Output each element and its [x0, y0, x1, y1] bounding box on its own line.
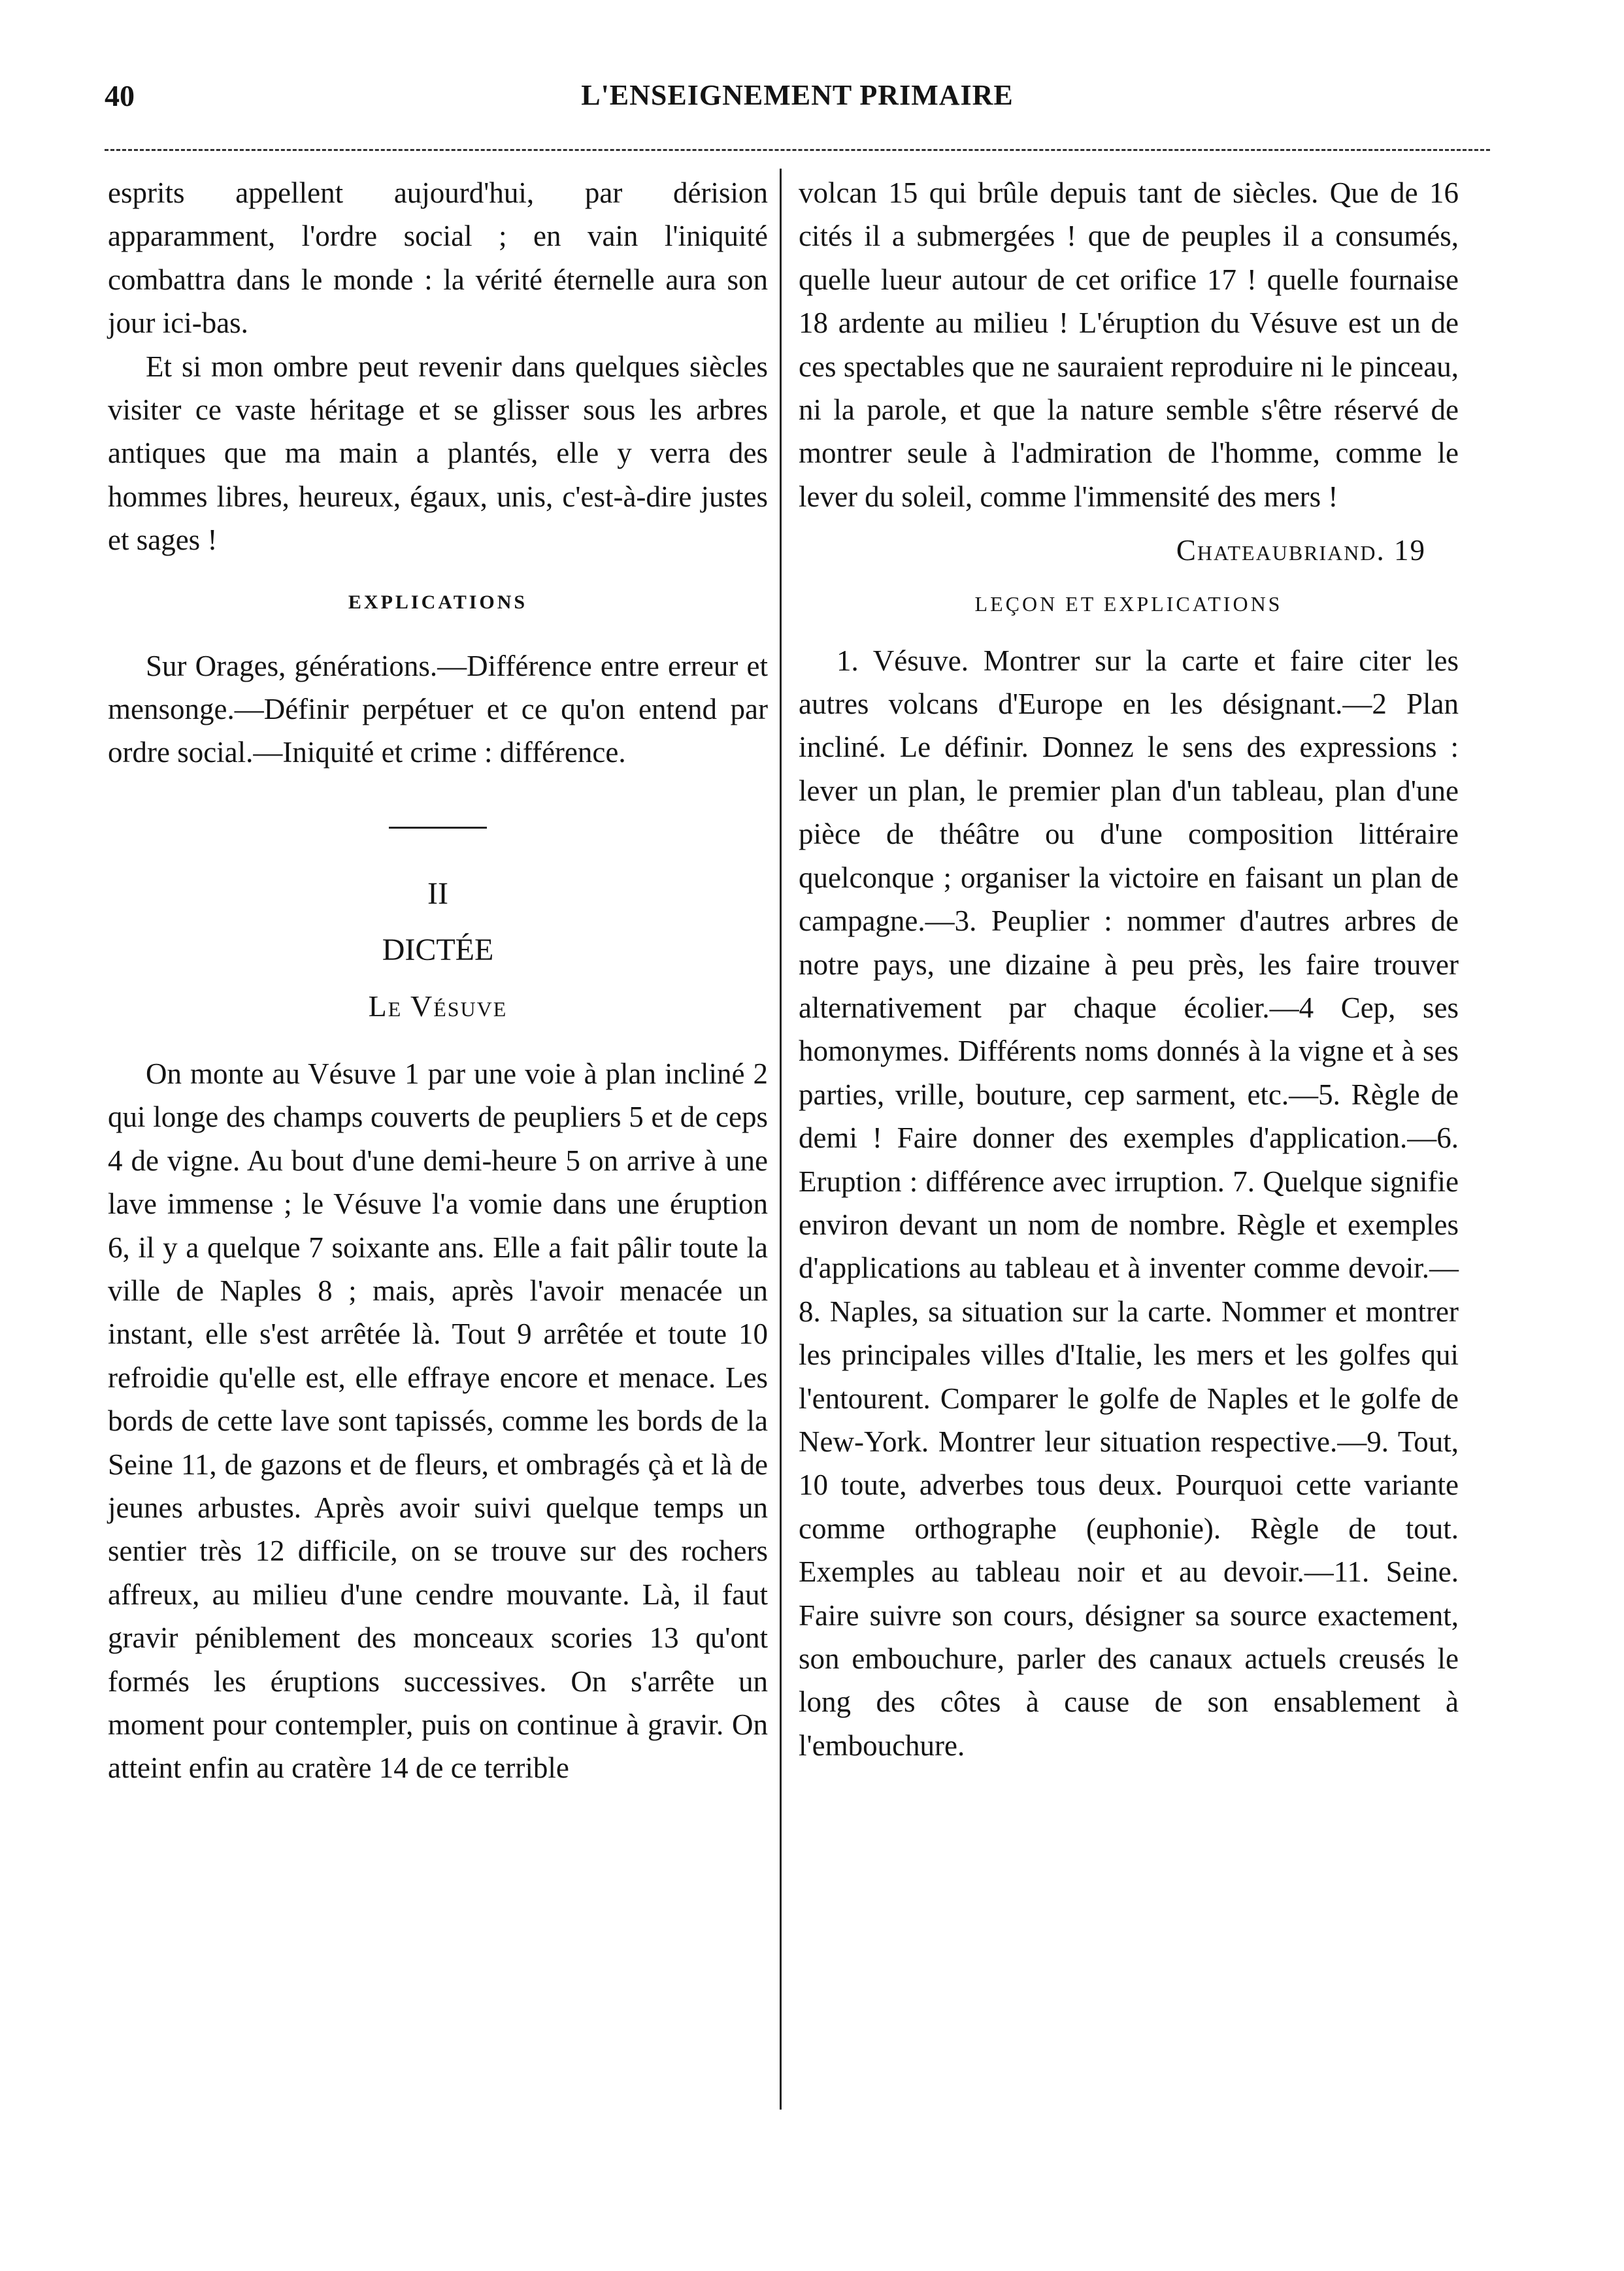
section-numeral: II — [427, 876, 448, 911]
left-paragraph-1: esprits appellent aujourd'hui, par dérision apparamment, l'ordre social ; en vain l'iniquité combattra dans le monde : la vérité éternelle aura son jour ici-bas. — [108, 176, 768, 340]
left-paragraph-2: Et si mon ombre peut revenir dans quelques siècles visiter ce vaste héritage et se glisser sous les arbres antiques que ma main a plantés, elle y verra des hommes libres, heureux, égaux, unis, c'est-à-dire justes et sages ! — [108, 350, 768, 557]
header-rule — [105, 149, 1490, 151]
page-header — [105, 78, 1490, 124]
column-divider — [780, 169, 782, 2110]
dictee-text: On monte au Vésuve 1 par une voie à plan incliné 2 qui longe des champs couverts de peupliers 5 et de ceps 4 de vigne. Au bout d'une demi-heure 5 on arrive à une lave immense ; le Vésuve l'a vomie dans une éruption 6, il y a quelque 7 soixante ans. Elle a fait pâlir toute la ville de Naples 8 ; mais, après l'avoir menacée un instant, elle s'est arrêtée là. Tout 9 arrêtée et toute 10 refroidie qu'elle est, elle effraye encore et menace. Les bords de cette lave sont tapissés, comme les bords de la Seine 11, de gazons et de fleurs, et ombragés çà et là de jeunes arbustes. Après avoir suivi quelque temps un sentier très 12 difficile, on se trouve sur des rochers affreux, au milieu d'une cendre mouvante. Là, il faut gravir péniblement des monceaux scories 13 qu'ont formés les éruptions successives. On s'arrête un moment pour contempler, puis on continue à gravir. On atteint enfin au cratère 14 de ce terrible — [108, 1057, 768, 1785]
explications-heading: EXPLICATIONS — [348, 591, 528, 613]
section-separator — [389, 827, 487, 829]
right-paragraph-1: volcan 15 qui brûle depuis tant de siècles. Que de 16 cités il a submergées ! que de peuples il a consumés, quelle lueur autour de cet orifice 17 ! quelle fournaise 18 ardente au milieu ! L'éruption du Vésuve est un de ces spectables que ne sauraient reproduire ni le pinceau, ni la parole, et que la nature semble s'être réservé de montrer seule à l'admiration de l'homme, comme le lever du soleil, comme l'immensité des mers ! — [799, 176, 1459, 513]
author-signature: Chateaubriand. 19 — [1176, 534, 1426, 567]
section-title: DICTÉE — [382, 932, 494, 967]
dictee-subtitle: Le Vésuve — [368, 989, 508, 1023]
lecon-text: 1. Vésuve. Montrer sur la carte et faire citer les autres volcans d'Europe en les désignant.—2 Plan incliné. Le définir. Donnez le sens des expressions : lever un plan, le premier plan d'un tableau, plan d'une pièce de théâtre ou d'une composition littéraire quelconque ; organiser la victoire en faisant un plan de campagne.—3. Peuplier : nommer d'autres arbres de notre pays, une dizaine à peu près, les faire trouver alternativement par chaque écolier.—4 Cep, ses homonymes. Différents noms donnés à la vigne et à ses parties, vrille, bouture, cep sarment, etc.—5. Règle de demi ! Faire donner des exemples d'application.—6. Eruption : différence avec irruption. 7. Quelque signifie environ devant un nom de nombre. Règle et exemples d'applications au tableau et à inventer comme devoir.—8. Naples, sa situation sur la carte. Nommer et montrer les principales villes d'Italie, les mers et les golfes qui l'entourent. Comparer le golfe de Naples et le golfe de New-York. Montrer leur situation respective.—9. Tout, 10 toute, adverbes tous deux. Pourquoi cette variante comme orthographe (euphonie). Règle de tout. Exemples au tableau noir et au devoir.—11. Seine. Faire suivre son cours, désigner sa source exactement, son embouchure, parler des canaux actuels creusés le long des côtes à cause de son ensablement à l'embouchure. — [799, 644, 1459, 1762]
explications-text: Sur Orages, générations.—Différence entre erreur et mensonge.—Définir perpétuer et ce qu'on entend par ordre social.—Iniquité et crime : différence. — [108, 649, 768, 769]
running-title: L'ENSEIGNEMENT PRIMAIRE — [581, 79, 1014, 111]
lecon-heading: LEÇON ET EXPLICATIONS — [974, 591, 1283, 616]
left-column — [108, 171, 768, 1790]
right-column — [799, 171, 1459, 1767]
page-number: 40 — [105, 79, 135, 112]
